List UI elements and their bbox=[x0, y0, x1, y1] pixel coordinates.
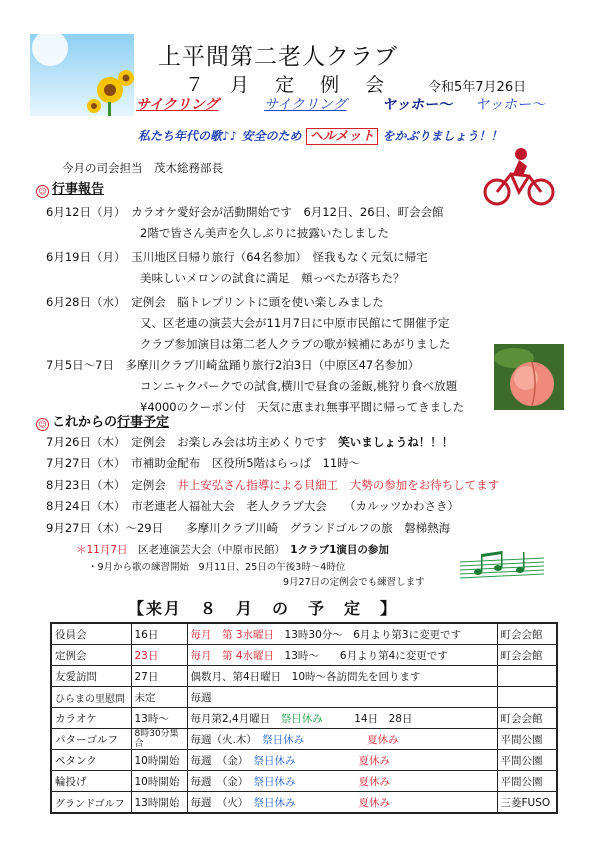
report-line: 2階で皆さん美声を久しぶりに披露いたしました bbox=[140, 226, 389, 240]
row-day: 13時開始 bbox=[131, 792, 187, 814]
row-when-text: 毎週（火.木） bbox=[190, 733, 252, 746]
row-when bbox=[187, 771, 497, 792]
row-name: 定例会 bbox=[51, 645, 131, 666]
report-line: ¥4000のクーポン付 天気に恵まれ無事平間に帰ってきました bbox=[140, 400, 465, 414]
row-holiday: 祭日休み bbox=[253, 796, 296, 809]
slogan-word-3: ヤッホー～ bbox=[382, 97, 452, 113]
row-name: グランドゴルフ bbox=[51, 792, 131, 814]
row-summer: 夏休み bbox=[358, 796, 390, 809]
upcoming-heading-a: これからの bbox=[52, 415, 118, 430]
slogan-word-1: サイクリング bbox=[136, 97, 219, 113]
row-summer: 夏休み bbox=[358, 775, 390, 788]
upcoming-line-1 bbox=[46, 434, 453, 450]
row-name: 役員会 bbox=[51, 623, 131, 645]
report-heading-row bbox=[36, 178, 104, 198]
row-day: 13時～ bbox=[131, 708, 187, 729]
music-notes-icon bbox=[458, 548, 546, 584]
table-row bbox=[51, 687, 557, 708]
row-holiday: 祭日休み bbox=[253, 775, 296, 788]
row-when-text: 毎週 （金） bbox=[190, 754, 243, 767]
upcoming-heading-row bbox=[36, 411, 169, 431]
table-row bbox=[51, 645, 557, 666]
row-holiday: 祭日休み bbox=[253, 754, 296, 767]
row-name: ひらまの里慰問 bbox=[51, 687, 131, 708]
row-holiday: 祭日休み bbox=[280, 712, 323, 725]
note-1a: ＊11月7日 bbox=[76, 544, 139, 556]
row-summer: 夏休み bbox=[367, 733, 399, 746]
row-when-text: 毎週 （火） bbox=[190, 796, 243, 809]
row-day: 10時開始 bbox=[131, 771, 187, 792]
upcoming-line-3 bbox=[46, 477, 499, 493]
report-heading: 行事報告 bbox=[52, 182, 105, 197]
row-day: 23日 bbox=[131, 645, 187, 666]
row-place: 町会会館 bbox=[497, 623, 557, 645]
row-place: 町会会館 bbox=[497, 708, 557, 729]
report-line: 6月28日（水） 定例会 脳トレプリントに頭を使い楽しみました bbox=[46, 295, 384, 309]
row-day: 10時開始 bbox=[131, 750, 187, 771]
row-when-text: 毎週 （金） bbox=[190, 775, 243, 788]
host-line: 今月の司会担当 茂木総務部長 bbox=[62, 161, 223, 175]
row-when bbox=[187, 729, 497, 750]
peach-photo bbox=[494, 344, 564, 410]
row-when-text: 毎月 第 4水曜日 bbox=[190, 649, 275, 662]
upcoming-line-4: 8月24日（木） 市老連老人福祉大会 老人クラブ大会 （カルッツかわさき） bbox=[46, 499, 459, 513]
report-line: 美味しいメロンの試食に満足 頬っぺたが落ちた？ bbox=[140, 271, 405, 285]
row-day: 8時30分集合 bbox=[131, 729, 187, 750]
row-when bbox=[187, 623, 497, 645]
slogan-word-4: ヤッホー～ bbox=[475, 97, 545, 113]
report-line: コンニャクパークでの試食,横川で昼食の釜飯,桃狩り食べ放題 bbox=[140, 379, 458, 393]
upcoming-line-1a: 7月26日（木） 定例会 お楽しみ会は坊主めくりです bbox=[46, 435, 339, 449]
report-line: 7月5日～7日 多摩川クラブ川崎盆踊り旅行2泊3日（中原区47名参加） bbox=[46, 358, 420, 372]
row-summer: 夏休み bbox=[358, 754, 390, 767]
slogan-line2-a: 私たち年代の歌♪♪ 安全のため bbox=[138, 129, 306, 143]
smiley-icon: ☺ bbox=[36, 185, 49, 198]
row-place: 平間公園 bbox=[497, 771, 557, 792]
sunflower-illustration bbox=[30, 34, 134, 116]
row-name: カラオケ bbox=[51, 708, 131, 729]
row-place: 三菱FUSO bbox=[497, 792, 557, 814]
row-when bbox=[187, 792, 497, 814]
table-row bbox=[51, 771, 557, 792]
upcoming-line-1b: 笑いましょうね！！！ bbox=[338, 435, 454, 449]
row-day: 16日 bbox=[131, 623, 187, 645]
row-day: 未定 bbox=[131, 687, 187, 708]
helmet-word: ヘルメット bbox=[306, 128, 379, 145]
next-month-heading: 【来月 ８ 月 の 予 定 】 bbox=[128, 599, 399, 618]
row-dates: 14日 28日 bbox=[354, 712, 413, 725]
row-day: 27日 bbox=[131, 666, 187, 687]
row-place: 町会会館 bbox=[497, 645, 557, 666]
note-1 bbox=[76, 542, 389, 557]
club-title: 上平間第二老人クラブ bbox=[158, 44, 398, 70]
row-holiday: 祭日休み bbox=[262, 733, 305, 746]
table-row bbox=[51, 623, 557, 645]
row-place: 平間公園 bbox=[497, 750, 557, 771]
note-1c: 1クラブ1演目の参加 bbox=[279, 544, 389, 556]
row-when: 偶数月、第4日曜日 10時～各訪問先を回ります bbox=[187, 666, 497, 687]
cyclist-icon bbox=[483, 146, 555, 208]
row-when-text: 毎月第2,4月曜日 bbox=[190, 712, 271, 725]
row-when bbox=[187, 645, 497, 666]
table-row bbox=[51, 666, 557, 687]
table-row bbox=[51, 729, 557, 750]
report-line: クラブ参加演目は第二老人クラブの歌が候補にあがりました bbox=[140, 337, 451, 351]
upcoming-line-3b: 井上安弘さん指導による貝細工 大勢の参加をお待ちしてます bbox=[177, 478, 500, 492]
issue-date: 令和5年7月26日 bbox=[428, 80, 527, 95]
table-row bbox=[51, 750, 557, 771]
row-detail: 13時～ 6月より第4に変更です bbox=[284, 649, 448, 662]
table-row bbox=[51, 708, 557, 729]
row-name: パターゴルフ bbox=[51, 729, 131, 750]
upcoming-heading-b: 行事予定 bbox=[117, 415, 170, 430]
report-line: 6月19日（月） 玉川地区日帰り旅行（64名参加） 怪我もなく元気に帰宅 bbox=[46, 250, 428, 264]
schedule-table bbox=[50, 622, 558, 814]
slogan-word-2: サイクリング bbox=[264, 97, 347, 113]
row-when-text: 毎月 第 3水曜日 bbox=[190, 628, 275, 641]
row-name: ペタンク bbox=[51, 750, 131, 771]
table-row bbox=[51, 792, 557, 814]
row-name: 友愛訪問 bbox=[51, 666, 131, 687]
row-when bbox=[187, 708, 497, 729]
note-1b: 区老連演芸大会（中原市民館） bbox=[138, 544, 280, 556]
row-when bbox=[187, 750, 497, 771]
row-place: 平間公園 bbox=[497, 729, 557, 750]
row-place bbox=[497, 666, 557, 687]
upcoming-line-3a: 8月23日（木） 定例会 bbox=[46, 478, 178, 492]
row-detail: 13時30分～ 6月より第3に変更です bbox=[284, 628, 462, 641]
row-when: 毎週 bbox=[187, 687, 497, 708]
upcoming-line-2: 7月27日（木） 市補助金配布 区役所5階はらっぱ 11時～ bbox=[46, 456, 361, 470]
smiley-icon: ☺ bbox=[36, 418, 49, 431]
report-line: 又、区老連の演芸大会が11月7日に中原市民館にて開催予定 bbox=[140, 316, 450, 330]
note-3: 9月27日の定例会でも練習します bbox=[283, 577, 425, 588]
slogan-line2 bbox=[138, 125, 503, 144]
slogan-line2-c: をかぶりましょう！！ bbox=[378, 129, 503, 143]
note-2: ・9月から歌の練習開始 9月11日、25日の午後3時～4時位 bbox=[88, 562, 346, 573]
report-line: 6月12日（月） カラオケ愛好会が活動開始です 6月12日、26日、町会会館 bbox=[46, 205, 444, 219]
row-name: 輪投げ bbox=[51, 771, 131, 792]
row-place bbox=[497, 687, 557, 708]
meeting-title: ７ 月 定 例 会 bbox=[185, 74, 395, 96]
upcoming-line-5: 9月27日（木）～29日 多摩川クラブ川崎 グランドゴルフの旅 磐梯熱海 bbox=[46, 521, 451, 535]
